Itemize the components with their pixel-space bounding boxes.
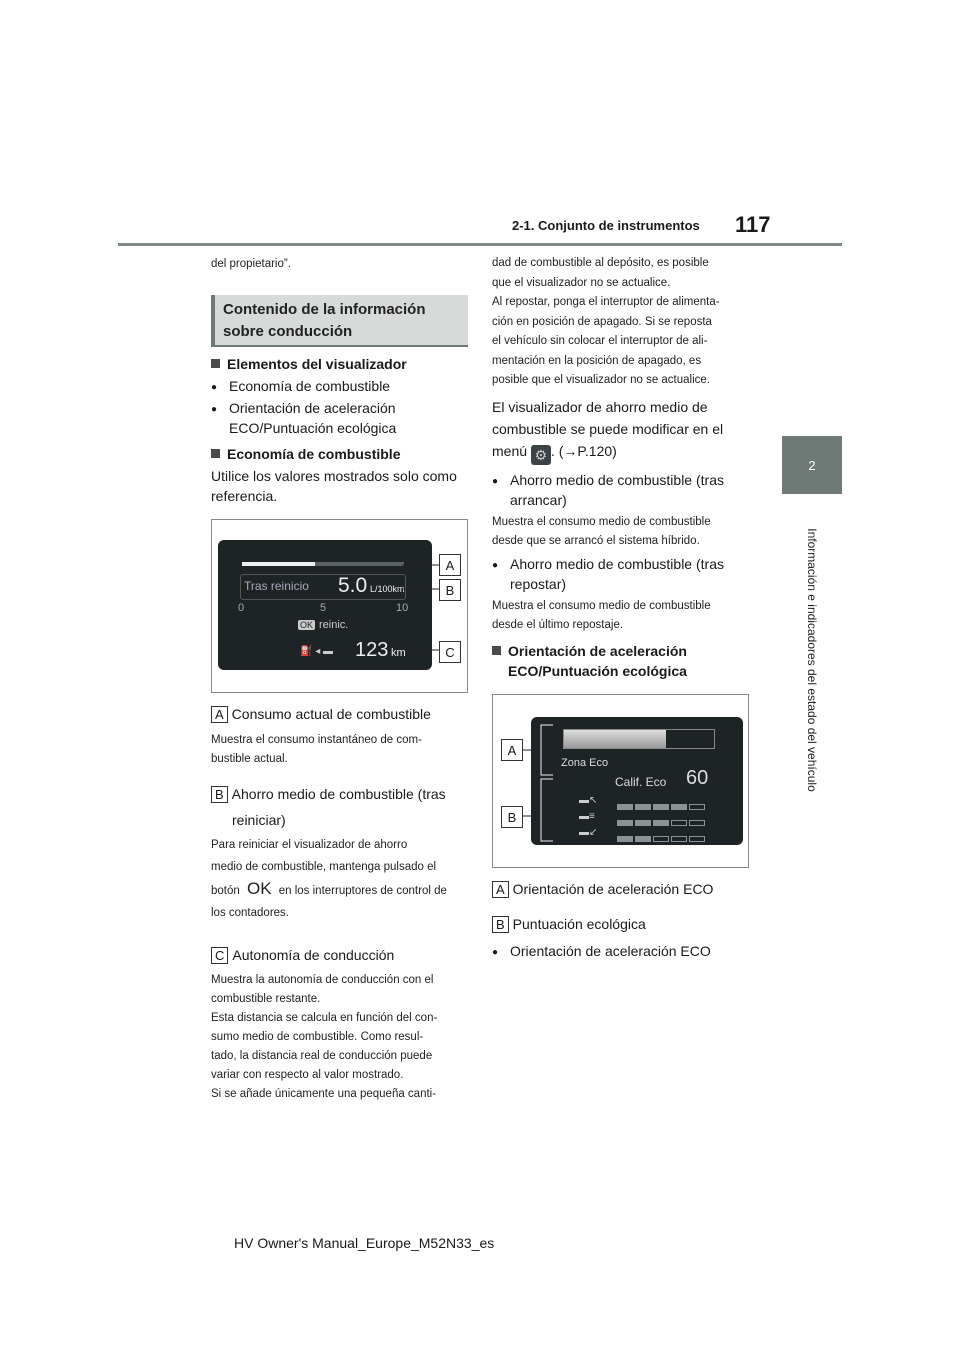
item-b-title-right xyxy=(492,914,646,934)
eco-zone-label: Zona Eco xyxy=(561,757,609,769)
desc-line: Para reiniciar el visualizador de ahorro xyxy=(211,839,408,851)
desc-line: Muestra el consumo instantáneo de com- xyxy=(211,734,422,746)
paragraph-line: dad de combustible al depósito, es posible xyxy=(492,257,709,269)
desc-line: medio de combustible, mantenga pulsado el xyxy=(211,861,437,873)
item-c-desc xyxy=(211,971,437,1104)
square-bullet-icon xyxy=(211,359,220,368)
subheading-eco xyxy=(492,641,687,681)
paragraph-line: el vehículo sin colocar el interruptor de ali- xyxy=(492,335,708,347)
item-title-text: Puntuación ecológica xyxy=(512,916,646,932)
item-c-title xyxy=(211,945,394,965)
item-a-title xyxy=(211,704,431,724)
paragraph-line: Utilice los valores mostrados solo como xyxy=(211,468,457,484)
gear-icon: ⚙ xyxy=(531,445,551,465)
bullet-text: ECO/Puntuación ecológica xyxy=(229,420,397,436)
desc-line: botón xyxy=(211,885,240,897)
desc-line: Esta distancia se calcula en función del con- xyxy=(211,1012,438,1024)
footer-doc-id: HV Owner's Manual_Europe_M52N33_es xyxy=(234,1235,495,1251)
desc-line: Muestra el consumo medio de combustible xyxy=(492,516,711,528)
desc-line: Muestra la autonomía de conducción con el xyxy=(211,974,434,986)
paragraph-line: mentación en la posición de apagado, es xyxy=(492,354,702,367)
square-bullet-icon xyxy=(492,646,501,655)
item-title-text: Ahorro medio de combustible (tras xyxy=(231,786,446,802)
paragraph-line: referencia. xyxy=(211,488,278,504)
subheading-fuel xyxy=(211,444,400,464)
section-heading-line2: sobre conducción xyxy=(223,323,353,340)
avg-fuel-unit: L/100km xyxy=(370,584,405,594)
eco-score-label: Calif. Eco xyxy=(615,775,667,789)
bullet-text: Orientación de aceleración ECO xyxy=(510,943,711,959)
bullet-text: arrancar) xyxy=(510,492,567,508)
range-unit: km xyxy=(391,647,406,659)
bullet-text: repostar) xyxy=(510,576,567,592)
desc-line: Muestra el consumo medio de combustible xyxy=(492,600,711,612)
desc-line: variar con respecto al valor mostrado. xyxy=(211,1069,404,1081)
chapter-tab: 2 xyxy=(782,436,842,494)
running-header: 2-1. Conjunto de instrumentos xyxy=(512,218,700,233)
square-bullet-icon xyxy=(211,449,220,458)
letter-box-c: C xyxy=(211,947,228,964)
cruise-eco-icon: ▬≡ xyxy=(579,811,595,822)
subheading-fuel-text: Economía de combustible xyxy=(227,446,401,462)
ok-button-symbol: OK xyxy=(246,879,272,898)
desc-line: Si se añade únicamente una pequeña canti- xyxy=(211,1088,437,1100)
trip-label: Tras reinicio xyxy=(244,579,309,593)
letter-box-a: A xyxy=(211,706,228,723)
paragraph-line: . (→P.120) xyxy=(550,443,617,459)
item-a-title-right xyxy=(492,879,713,899)
paragraph-line: posible que el visualizador no se actualice. xyxy=(492,374,710,386)
bullet-item xyxy=(492,470,724,510)
ok-badge: OK xyxy=(300,620,314,630)
desc-line: combustible restante. xyxy=(211,993,321,1005)
callout-b: B xyxy=(439,579,461,601)
item-b-title xyxy=(211,781,446,833)
paragraph-line: menú xyxy=(492,443,528,459)
stop-eco-icon: ▬↙ xyxy=(579,827,598,838)
bullet-desc xyxy=(492,513,711,551)
menu-paragraph xyxy=(492,396,723,465)
fuel-paragraph xyxy=(211,466,457,506)
letter-box-a: A xyxy=(492,881,509,898)
chapter-side-title xyxy=(747,510,877,810)
bullet-text: Ahorro medio de combustible (tras xyxy=(510,556,724,572)
refuel-paragraph xyxy=(492,254,720,391)
paragraph-line: Al repostar, ponga el interruptor de alimenta- xyxy=(492,296,720,308)
scale-label: 0 xyxy=(238,602,245,614)
avg-fuel-value: 5.0 xyxy=(338,574,368,597)
paragraph-line: El visualizador de ahorro medio de xyxy=(492,399,708,415)
subheading-elements xyxy=(211,354,407,374)
callout-c: C xyxy=(439,641,461,663)
continuation-text: del propietario”. xyxy=(211,258,291,270)
section-heading xyxy=(211,295,468,347)
letter-box-b: B xyxy=(211,786,228,803)
bullet-text: Orientación de aceleración xyxy=(229,400,396,416)
bullet-item xyxy=(492,941,711,961)
paragraph-line: combustible se puede modificar en el xyxy=(492,421,724,437)
callout-lines xyxy=(212,520,469,694)
scale-label: 10 xyxy=(396,602,409,614)
bullet-text: Ahorro medio de combustible (tras xyxy=(510,472,724,488)
bullet-text: Economía de combustible xyxy=(229,378,391,394)
desc-line: desde el último repostaje. xyxy=(492,619,624,631)
subheading-eco-text: Orientación de aceleración xyxy=(508,643,687,659)
item-title-text: Consumo actual de combustible xyxy=(231,706,431,722)
scale-label: 5 xyxy=(320,602,327,614)
desc-line: en los interruptores de control de xyxy=(278,885,447,897)
desc-line: sumo medio de combustible. Como resul- xyxy=(211,1031,424,1043)
item-title-text: Autonomía de conducción xyxy=(232,947,395,963)
desc-line: los contadores. xyxy=(211,907,289,919)
paragraph-line: que el visualizador no se actualice. xyxy=(492,276,671,289)
item-a-desc xyxy=(211,731,422,769)
callout-b: B xyxy=(501,806,523,828)
bullet-item xyxy=(211,376,390,396)
figure-eco-guidance xyxy=(492,694,749,868)
paragraph-line: ción en posición de apagado. Si se reposta xyxy=(492,315,712,328)
desc-line: bustible actual. xyxy=(211,753,288,765)
callout-brackets xyxy=(493,695,750,869)
reset-label: reinic. xyxy=(319,619,349,631)
letter-box-b: B xyxy=(492,916,509,933)
desc-line: desde que se arrancó el sistema híbrido. xyxy=(492,535,700,547)
fuel-pump-car-icon: ⛽ ◂ ▬ xyxy=(300,646,334,657)
range-value: 123 xyxy=(355,639,389,661)
header-rule xyxy=(118,243,842,246)
section-heading-line1: Contenido de la información xyxy=(223,301,426,318)
bullet-desc xyxy=(492,597,711,635)
callout-a: A xyxy=(439,554,461,576)
subheading-eco-text: ECO/Puntuación ecológica xyxy=(508,663,687,679)
item-b-desc xyxy=(211,834,447,924)
callout-a: A xyxy=(501,739,523,761)
item-title-text: Orientación de aceleración ECO xyxy=(512,881,714,897)
start-eco-icon: ▬↖ xyxy=(579,795,598,806)
page-number: 117 xyxy=(735,212,771,237)
chapter-side-title-text: Información e indicadores del estado del vehículo xyxy=(805,528,819,792)
bullet-item xyxy=(492,554,724,594)
item-title-text: reiniciar) xyxy=(232,812,286,828)
subheading-elements-text: Elementos del visualizador xyxy=(227,356,407,372)
desc-line: tado, la distancia real de conducción puede xyxy=(211,1050,433,1062)
bullet-item xyxy=(211,398,396,438)
figure-fuel-economy xyxy=(211,519,468,693)
eco-score-value: 60 xyxy=(686,767,709,789)
